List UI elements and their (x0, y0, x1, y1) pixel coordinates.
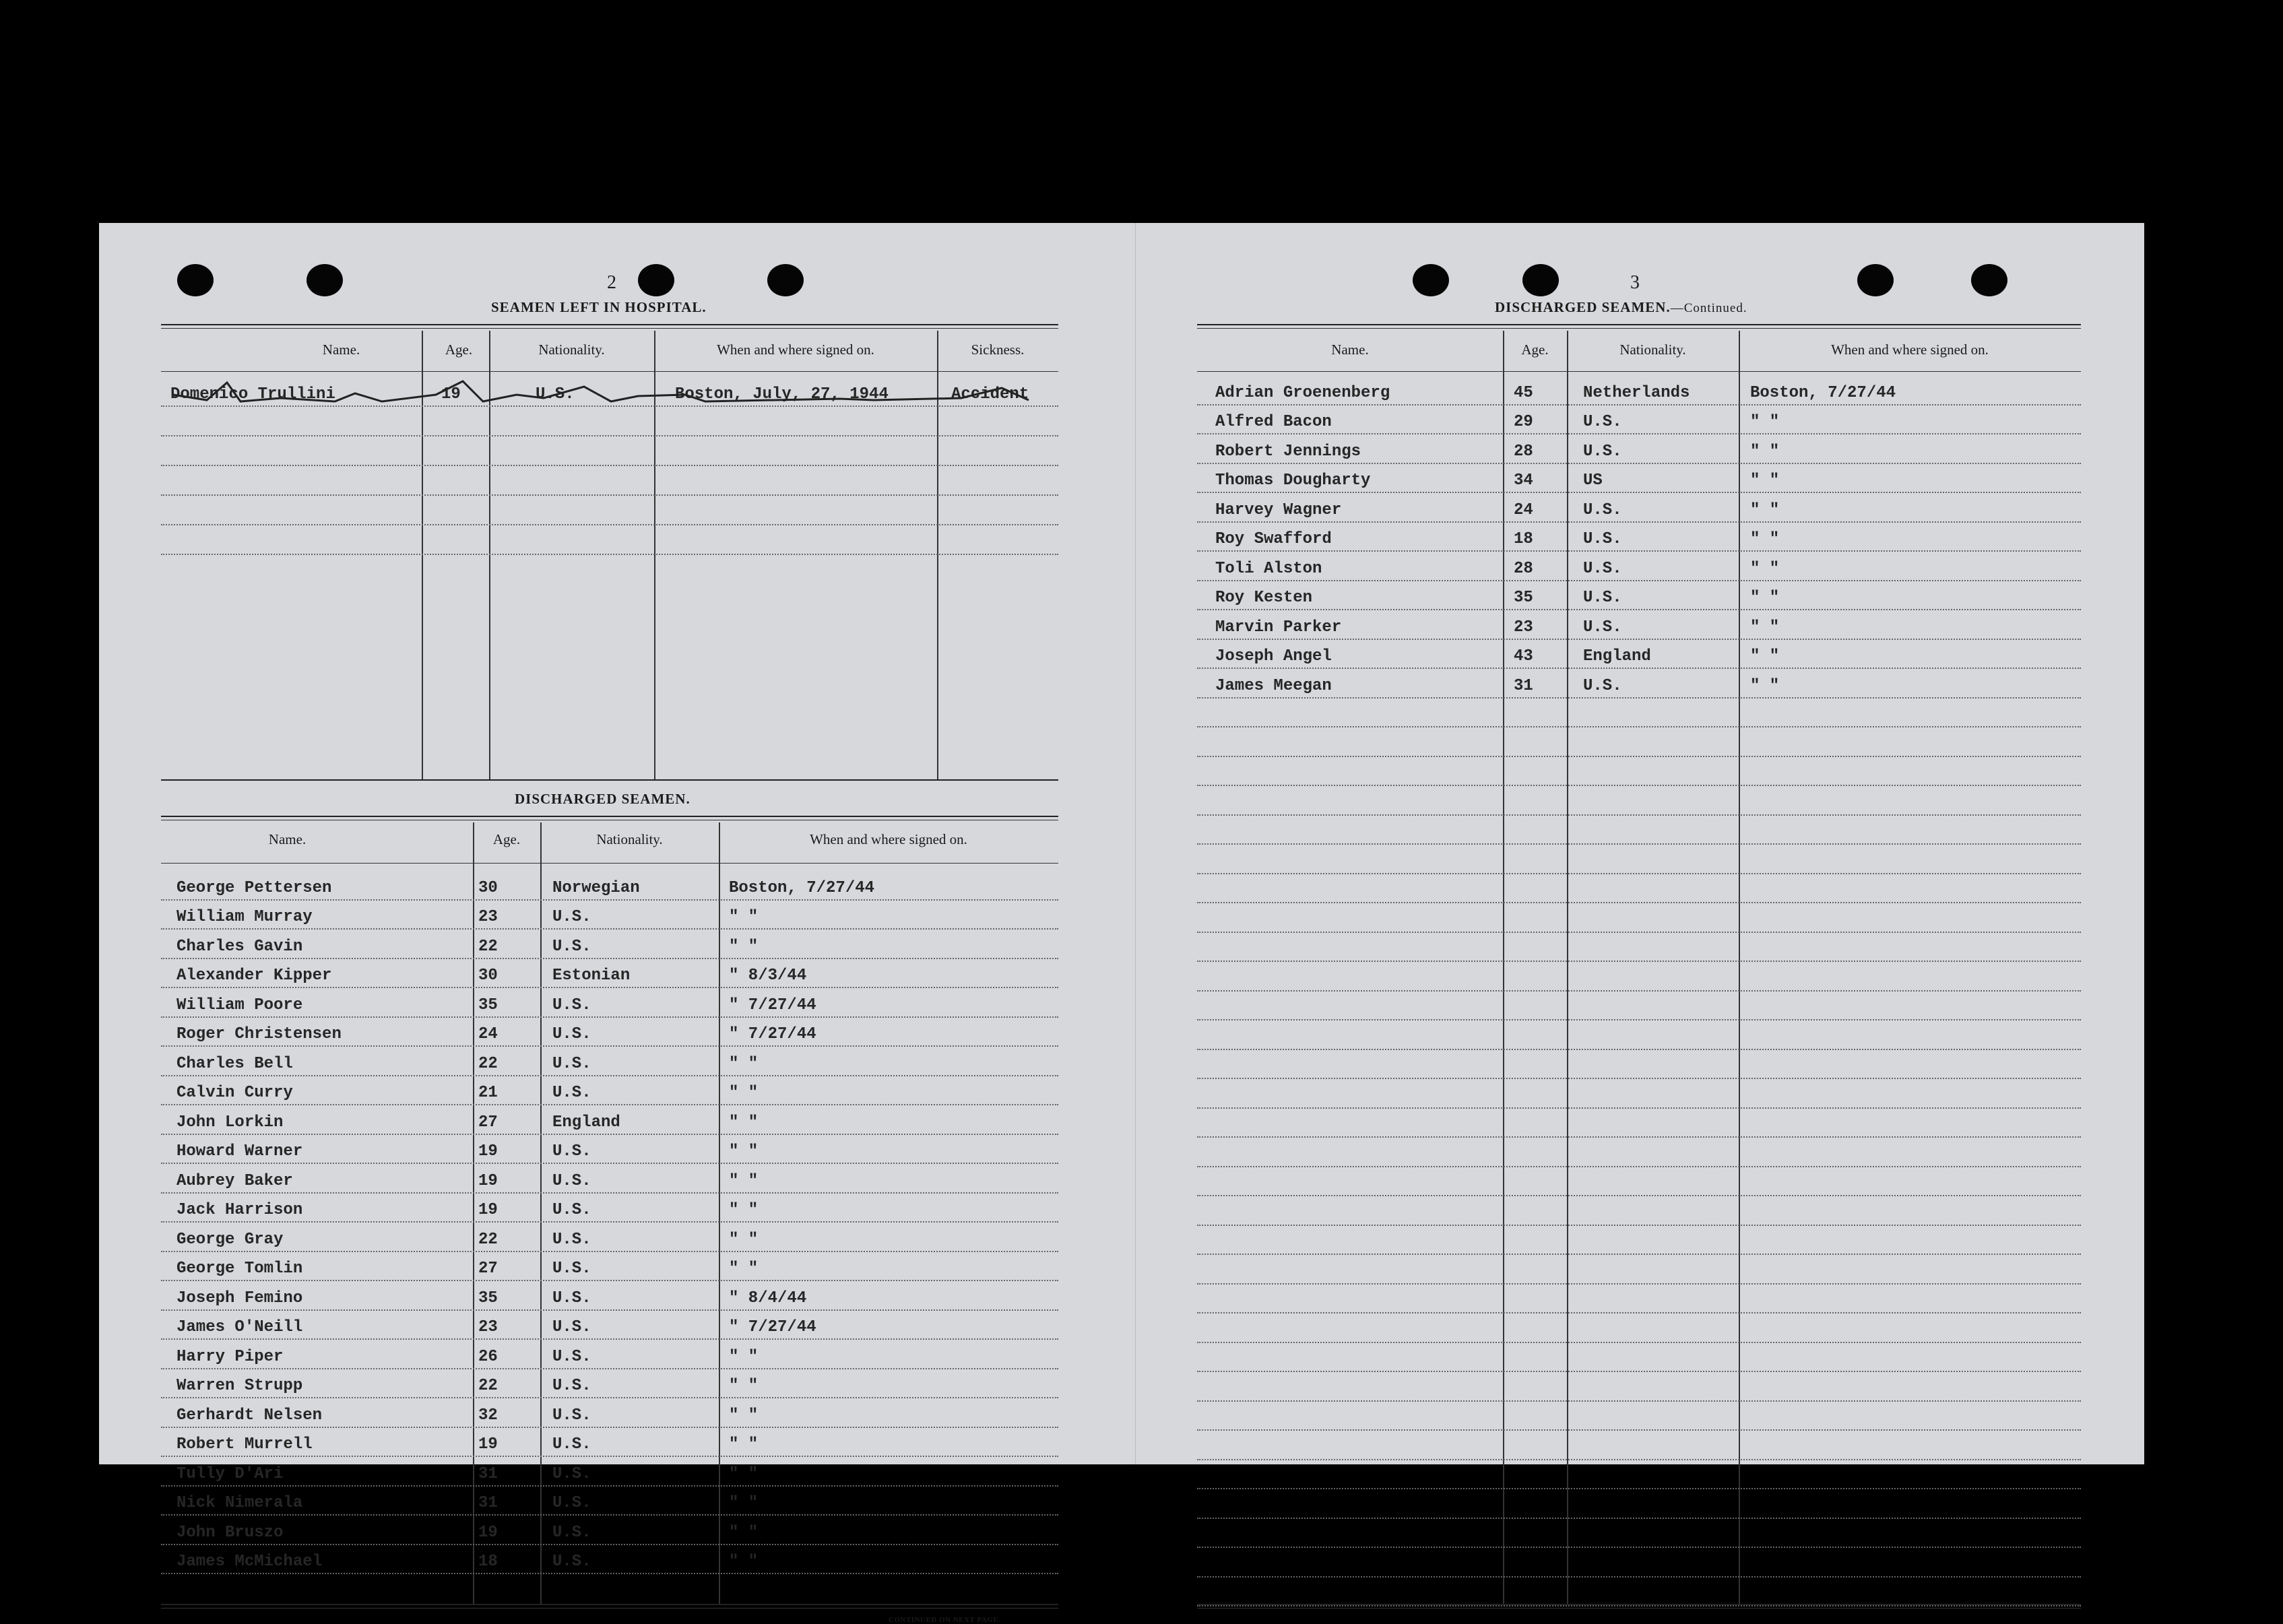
cell-name: Alfred Bacon (1215, 413, 1332, 431)
dotted-rule (161, 554, 1058, 555)
cell-signed: " " (1750, 589, 1780, 607)
cell-signed: " " (729, 1553, 759, 1571)
cell-age: 19 (478, 1171, 498, 1190)
cell-name: Roger Christensen (176, 1025, 342, 1043)
dotted-rule (1197, 1429, 2081, 1431)
col-header-age: Age. (1521, 342, 1549, 358)
cell-age: 19 (441, 385, 461, 403)
cell-name: James McMichael (176, 1553, 323, 1571)
cell-signed: " " (729, 937, 759, 956)
cell-age: 28 (1514, 442, 1533, 461)
column-divider (540, 822, 542, 1604)
cell-signed: " " (729, 1464, 759, 1483)
col-header-name: Name. (268, 831, 307, 847)
dotted-rule (1197, 1371, 2081, 1372)
cell-nationality: U.S. (1583, 618, 1622, 637)
cell-signed: " " (729, 1347, 759, 1366)
dotted-rule (1197, 1078, 2081, 1079)
dotted-rule (161, 1397, 1058, 1398)
dotted-rule (1197, 990, 2081, 992)
cell-name: Thomas Dougharty (1215, 472, 1371, 490)
cell-name: Marvin Parker (1215, 618, 1342, 637)
cell-signed: " " (729, 1523, 759, 1542)
cell-name: Roy Kesten (1215, 589, 1313, 607)
cell-name: Robert Murrell (176, 1435, 313, 1454)
cell-age: 23 (478, 1318, 498, 1336)
dotted-rule (1197, 1576, 2081, 1578)
cell-name: Robert Jennings (1215, 442, 1361, 461)
cell-sickness: Accident (951, 385, 1029, 403)
dotted-rule (161, 958, 1058, 959)
dotted-rule (161, 1221, 1058, 1223)
cell-signed: " " (729, 1201, 759, 1219)
dotted-rule (1197, 1283, 2081, 1285)
col-header-age: Age. (492, 831, 521, 847)
cell-name: William Murray (176, 908, 313, 926)
cell-signed: " " (729, 1171, 759, 1190)
cell-age: 29 (1514, 413, 1533, 431)
punch-hole (1522, 264, 1559, 296)
dotted-rule (1197, 433, 2081, 434)
cell-signed: " " (729, 1435, 759, 1454)
cell-name: Gerhardt Nelsen (176, 1406, 323, 1425)
cell-nationality: U.S. (552, 1494, 591, 1512)
cell-name: Toli Alston (1215, 559, 1322, 578)
cell-name: George Gray (176, 1230, 284, 1249)
cell-signed: " " (1750, 676, 1780, 695)
cell-name: Harry Piper (176, 1347, 284, 1366)
cell-age: 21 (478, 1084, 498, 1102)
cell-age: 26 (478, 1347, 498, 1366)
cell-nationality: U.S. (552, 1171, 591, 1190)
cell-name: Tully D'Ari (176, 1464, 284, 1483)
cell-nationality: U.S. (552, 908, 591, 926)
dotted-rule (1197, 668, 2081, 669)
dotted-rule (1197, 843, 2081, 845)
dotted-rule (161, 465, 1058, 466)
dotted-rule (161, 524, 1058, 525)
cell-age: 18 (478, 1553, 498, 1571)
cell-signed: Boston, 7/27/44 (1750, 383, 1896, 402)
dotted-rule (1197, 1312, 2081, 1313)
cell-name: Joseph Angel (1215, 647, 1332, 665)
cell-signed: " 7/27/44 (729, 1318, 816, 1336)
cell-name: Jack Harrison (176, 1201, 303, 1219)
cell-age: 28 (1514, 559, 1533, 578)
col-header-signed-on: When and where signed on. (810, 831, 967, 847)
dotted-rule (1197, 639, 2081, 640)
cell-age: 22 (478, 937, 498, 956)
dotted-rule (1197, 1342, 2081, 1343)
cell-nationality: U.S. (552, 1553, 591, 1571)
cell-nationality: Norwegian (552, 878, 640, 897)
dotted-rule (161, 1573, 1058, 1574)
cell-name: Harvey Wagner (1215, 500, 1342, 519)
cell-signed: " " (729, 1113, 759, 1132)
cell-signed: " " (1750, 618, 1780, 637)
title-text: DISCHARGED SEAMEN. (1495, 299, 1671, 315)
cell-name: John Lorkin (176, 1113, 284, 1132)
cell-name: Alexander Kipper (176, 967, 332, 985)
dotted-rule (161, 494, 1058, 496)
dotted-rule (161, 1338, 1058, 1340)
rule (1197, 1608, 2081, 1609)
rule (1197, 1604, 2081, 1605)
cell-age: 35 (478, 996, 498, 1014)
rule (161, 371, 1058, 372)
cell-signed: " " (1750, 442, 1780, 461)
cell-nationality: U.S. (552, 937, 591, 956)
punch-hole (1857, 264, 1894, 296)
handwritten-strike-mark (166, 375, 1056, 415)
cell-signed: " " (1750, 413, 1780, 431)
cell-nationality: U.S. (552, 1201, 591, 1219)
dotted-rule (1197, 492, 2081, 493)
dotted-rule (161, 1045, 1058, 1047)
dotted-rule (1197, 404, 2081, 405)
cell-name: James O'Neill (176, 1318, 303, 1336)
dotted-rule (1197, 1107, 2081, 1109)
dotted-rule (161, 1251, 1058, 1252)
cell-nationality: England (552, 1113, 620, 1132)
punch-hole (1971, 264, 2007, 296)
cell-age: 24 (1514, 500, 1533, 519)
cell-nationality: U.S. (552, 1435, 591, 1454)
dotted-rule (1197, 932, 2081, 933)
dotted-rule (1197, 1547, 2081, 1548)
dotted-rule (161, 1134, 1058, 1135)
cell-signed: Boston, July, 27, 1944 (675, 385, 889, 403)
cell-age: 22 (478, 1230, 498, 1249)
rule (161, 863, 1058, 864)
rule (1197, 371, 2081, 372)
cell-name: Domenico Trullini (170, 385, 335, 403)
dotted-rule (1197, 1225, 2081, 1226)
cell-name: Roy Swafford (1215, 530, 1332, 548)
cell-nationality: U.S. (552, 1406, 591, 1425)
cell-signed: " 8/4/44 (729, 1289, 807, 1307)
cell-name: John Bruszo (176, 1523, 284, 1542)
cell-age: 23 (1514, 618, 1533, 637)
cell-age: 19 (478, 1201, 498, 1219)
cell-signed: " " (1750, 472, 1780, 490)
dotted-rule (1197, 580, 2081, 581)
cell-nationality: Estonian (552, 967, 631, 985)
cell-nationality: US (1583, 472, 1603, 490)
cell-age: 30 (478, 878, 498, 897)
cell-name: James Meegan (1215, 676, 1332, 695)
dotted-rule (161, 899, 1058, 901)
dotted-rule (161, 1075, 1058, 1076)
col-header-nationality: Nationality. (1619, 342, 1686, 358)
dotted-rule (1197, 785, 2081, 786)
cell-name: William Poore (176, 996, 303, 1014)
page-number: 3 (1630, 272, 1640, 293)
cell-age: 19 (478, 1142, 498, 1161)
dotted-rule (161, 1427, 1058, 1428)
discharged-section-title: DISCHARGED SEAMEN. (515, 791, 690, 807)
cell-nationality: U.S. (1583, 413, 1622, 431)
col-header-sickness: Sickness. (971, 342, 1025, 358)
cell-age: 27 (478, 1113, 498, 1132)
cell-signed: " " (729, 1260, 759, 1278)
dotted-rule (1197, 609, 2081, 610)
cell-age: 22 (478, 1377, 498, 1395)
cell-nationality: U.S. (1583, 559, 1622, 578)
cell-age: 32 (478, 1406, 498, 1425)
col-header-signed-on: When and where signed on. (1831, 342, 1989, 358)
dotted-rule (161, 1163, 1058, 1164)
dotted-rule (1197, 1400, 2081, 1402)
cell-age: 19 (478, 1435, 498, 1454)
cell-nationality: U.S. (536, 385, 575, 403)
dotted-rule (161, 987, 1058, 988)
cell-signed: " " (729, 1054, 759, 1073)
dotted-rule (161, 928, 1058, 930)
cell-signed: " " (729, 908, 759, 926)
dotted-rule (1197, 1459, 2081, 1460)
cell-signed: " " (729, 1377, 759, 1395)
rule (161, 1608, 1058, 1609)
rule (1197, 328, 2081, 329)
cell-signed: " " (1750, 530, 1780, 548)
cell-nationality: U.S. (552, 1289, 591, 1307)
dotted-rule (1197, 1166, 2081, 1167)
cell-name: George Tomlin (176, 1260, 303, 1278)
cell-signed: " " (729, 1084, 759, 1102)
cell-nationality: U.S. (552, 1142, 591, 1161)
discharged-continued-title (1495, 299, 1747, 316)
rule (161, 779, 1058, 781)
cell-signed: " " (729, 1406, 759, 1425)
dotted-rule (161, 1368, 1058, 1369)
cell-name: Adrian Groenenberg (1215, 383, 1390, 402)
cell-name: George Pettersen (176, 878, 332, 897)
cell-signed: " " (1750, 500, 1780, 519)
cell-signed: " 7/27/44 (729, 996, 816, 1014)
cell-age: 19 (478, 1523, 498, 1542)
cell-nationality: U.S. (552, 1025, 591, 1043)
cell-age: 31 (1514, 676, 1533, 695)
dotted-rule (161, 1485, 1058, 1487)
cell-signed: " " (729, 1142, 759, 1161)
col-header-nationality: Nationality. (596, 831, 663, 847)
dotted-rule (1197, 1605, 2081, 1606)
dotted-rule (1197, 1254, 2081, 1255)
punch-hole (1413, 264, 1449, 296)
hospital-section-title: SEAMEN LEFT IN HOSPITAL. (491, 299, 707, 315)
dotted-rule (1197, 521, 2081, 523)
cell-nationality: England (1583, 647, 1651, 665)
cell-name: Joseph Femino (176, 1289, 303, 1307)
cell-signed: " " (729, 1230, 759, 1249)
column-divider (473, 822, 474, 1604)
dotted-rule (161, 1016, 1058, 1018)
rule (161, 816, 1058, 817)
cell-nationality: U.S. (552, 996, 591, 1014)
punch-hole (307, 264, 343, 296)
cell-age: 18 (1514, 530, 1533, 548)
dotted-rule (161, 1456, 1058, 1457)
dotted-rule (1197, 873, 2081, 874)
cell-signed: " " (1750, 647, 1780, 665)
dotted-rule (1197, 902, 2081, 903)
dotted-rule (1197, 1195, 2081, 1196)
cell-nationality: U.S. (552, 1377, 591, 1395)
dotted-rule (1197, 1136, 2081, 1138)
dotted-rule (1197, 1049, 2081, 1050)
cell-age: 27 (478, 1260, 498, 1278)
cell-nationality: U.S. (552, 1054, 591, 1073)
cell-nationality: Netherlands (1583, 383, 1690, 402)
cell-nationality: U.S. (1583, 676, 1622, 695)
dotted-rule (161, 1309, 1058, 1311)
dotted-rule (161, 1192, 1058, 1194)
right-page (1135, 223, 2144, 1464)
cell-nationality: U.S. (1583, 530, 1622, 548)
col-header-age: Age. (445, 342, 473, 358)
cell-age: 30 (478, 967, 498, 985)
cell-name: Calvin Curry (176, 1084, 293, 1102)
cell-name: Aubrey Baker (176, 1171, 293, 1190)
col-header-nationality: Nationality. (538, 342, 605, 358)
cell-name: Charles Gavin (176, 937, 303, 956)
title-continued: —Continued. (1670, 301, 1747, 315)
dotted-rule (161, 1514, 1058, 1516)
cell-age: 31 (478, 1464, 498, 1483)
dotted-rule (1197, 726, 2081, 727)
dotted-rule (161, 1104, 1058, 1105)
column-divider (719, 822, 720, 1604)
cell-age: 23 (478, 908, 498, 926)
col-header-name: Name. (322, 342, 360, 358)
dotted-rule (1197, 1518, 2081, 1519)
cell-nationality: U.S. (1583, 442, 1622, 461)
cell-age: 43 (1514, 647, 1533, 665)
dotted-rule (1197, 550, 2081, 552)
dotted-rule (1197, 756, 2081, 757)
dotted-rule (161, 1544, 1058, 1545)
dotted-rule (161, 1280, 1058, 1281)
cell-age: 35 (478, 1289, 498, 1307)
cell-name: Warren Strupp (176, 1377, 303, 1395)
dotted-rule (1197, 463, 2081, 464)
rule (161, 328, 1058, 329)
cell-nationality: U.S. (1583, 589, 1622, 607)
cell-age: 31 (478, 1494, 498, 1512)
punch-hole (177, 264, 214, 296)
dotted-rule (161, 435, 1058, 436)
dotted-rule (1197, 1488, 2081, 1489)
continued-note: CONTINUED ON NEXT PAGE. (889, 1616, 1001, 1624)
cell-nationality: U.S. (552, 1523, 591, 1542)
page-number: 2 (607, 272, 616, 293)
cell-nationality: U.S. (552, 1084, 591, 1102)
cell-name: Charles Bell (176, 1054, 293, 1073)
cell-signed: " 8/3/44 (729, 967, 807, 985)
cell-nationality: U.S. (552, 1318, 591, 1336)
col-header-name: Name. (1331, 342, 1369, 358)
cell-age: 35 (1514, 589, 1533, 607)
cell-age: 24 (478, 1025, 498, 1043)
cell-signed: " " (729, 1494, 759, 1512)
cell-signed: " 7/27/44 (729, 1025, 816, 1043)
cell-signed: " " (1750, 559, 1780, 578)
cell-nationality: U.S. (552, 1230, 591, 1249)
punch-hole (767, 264, 804, 296)
cell-signed: Boston, 7/27/44 (729, 878, 875, 897)
dotted-rule (1197, 961, 2081, 962)
punch-hole (638, 264, 674, 296)
cell-nationality: U.S. (552, 1347, 591, 1366)
cell-age: 45 (1514, 383, 1533, 402)
cell-age: 22 (478, 1054, 498, 1073)
col-header-signed-on: When and where signed on. (717, 342, 874, 358)
left-page (99, 223, 1135, 1624)
cell-name: Nick Nimerala (176, 1494, 303, 1512)
cell-nationality: U.S. (552, 1464, 591, 1483)
cell-nationality: U.S. (1583, 500, 1622, 519)
cell-nationality: U.S. (552, 1260, 591, 1278)
rule (161, 1604, 1058, 1605)
rule (161, 324, 1058, 325)
rule (1197, 324, 2081, 325)
dotted-rule (1197, 1019, 2081, 1020)
dotted-rule (1197, 697, 2081, 699)
dotted-rule (1197, 814, 2081, 816)
cell-age: 34 (1514, 472, 1533, 490)
cell-name: Howard Warner (176, 1142, 303, 1161)
